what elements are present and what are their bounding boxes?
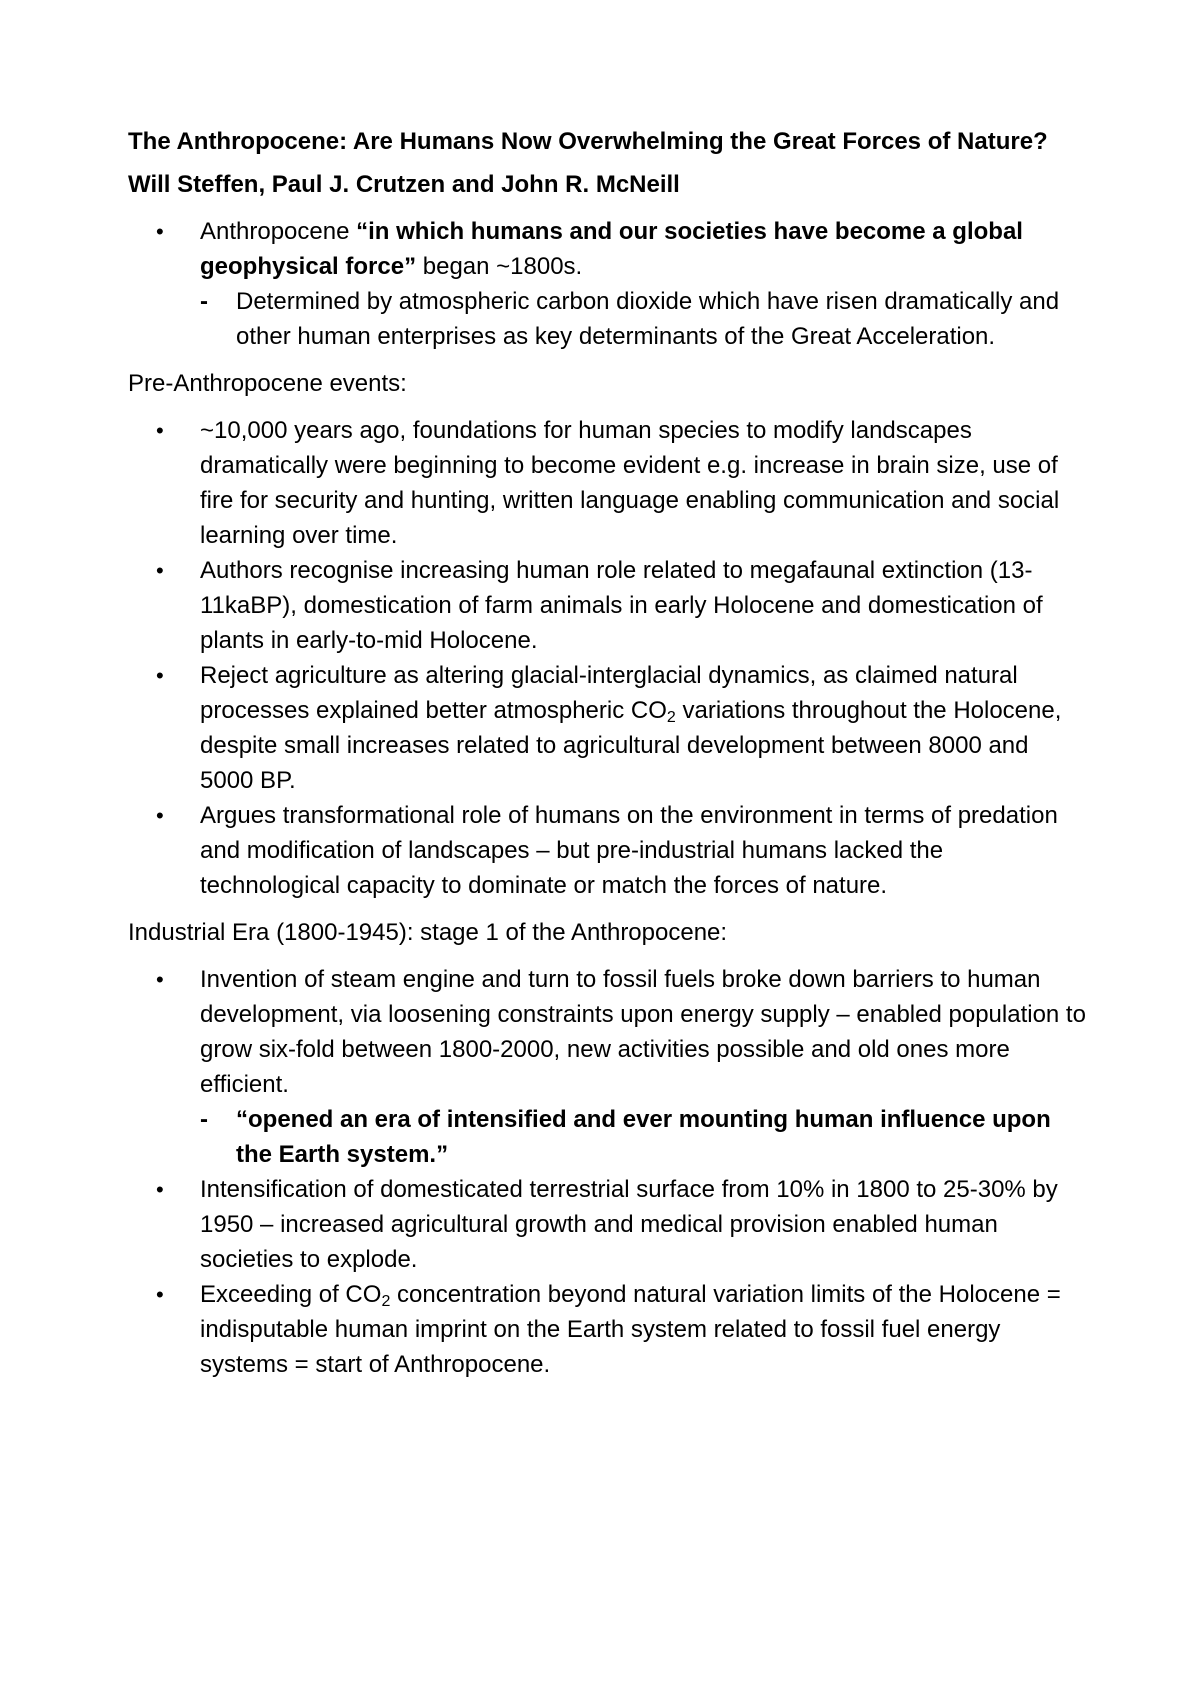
document-authors: Will Steffen, Paul J. Crutzen and John R. McNeill <box>128 171 680 198</box>
document-title: The Anthropocene: Are Humans Now Overwhelming the Great Forces of Nature? <box>128 128 1048 155</box>
bullet-icon: • <box>156 418 164 443</box>
list-item <box>128 553 1088 658</box>
dash-icon: - <box>200 288 208 315</box>
intro-bullet-pre: Anthropocene <box>200 218 357 245</box>
pre-bullet-text: ~10,000 years ago, foundations for human species to modify landscapes dramatically were beginning to become evident e.g. increase in brain size, use of fire for security and hunting, written language enabling communication and social learning over time. <box>200 417 1060 549</box>
section-heading-industrial-era: Industrial Era (1800-1945): stage 1 of the Anthropocene: <box>128 919 728 946</box>
industrial-bullet-text-pre: Exceeding of CO <box>200 1281 382 1308</box>
bullet-icon: • <box>156 219 164 244</box>
pre-anthropocene-list <box>128 413 1088 903</box>
bullet-icon: • <box>156 558 164 583</box>
bullet-icon: • <box>156 663 164 688</box>
industrial-bullet-text-post: concentration beyond natural variation limits of the Holocene = indisputable human imprint on the Earth system related to fossil fuel energy systems = start of Anthropocene. <box>200 1281 1061 1378</box>
pre-bullet-text-pre: Reject agriculture as altering glacial-interglacial dynamics, as claimed natural processes explained better atmospheric CO <box>200 662 1018 724</box>
bullet-icon: • <box>156 803 164 828</box>
industrial-sub-list <box>200 1102 1088 1172</box>
pre-bullet-text: Authors recognise increasing human role related to megafaunal extinction (13-11kaBP), domestication of farm animals in early Holocene and domestication of plants in early-to-mid Holocene. <box>200 557 1043 654</box>
bullet-icon: • <box>156 1177 164 1202</box>
subscript: 2 <box>666 709 676 726</box>
intro-bullet-quote: “in which humans and our societies have become a global geophysical force” <box>200 218 1023 280</box>
document-page <box>128 124 1088 1382</box>
industrial-list <box>128 962 1088 1382</box>
intro-sub-text: Determined by atmospheric carbon dioxide which have risen dramatically and other human enterprises as key determinants of the Great Acceleration. <box>236 288 1060 350</box>
industrial-sub-quote: “opened an era of intensified and ever mounting human influence upon the Earth system.” <box>236 1106 1051 1168</box>
sub-list-item <box>200 1102 1088 1172</box>
list-item <box>128 214 1088 354</box>
list-item <box>128 962 1088 1172</box>
pre-bullet-text-post: variations throughout the Holocene, despite small increases related to agricultural development between 8000 and 5000 BP. <box>200 697 1062 794</box>
bullet-icon: • <box>156 1282 164 1307</box>
intro-sub-list <box>200 284 1088 354</box>
section-heading-pre-anthropocene: Pre-Anthropocene events: <box>128 370 407 397</box>
dash-icon: - <box>200 1106 208 1133</box>
list-item <box>128 1277 1088 1382</box>
list-item <box>128 798 1088 903</box>
industrial-bullet-text: Invention of steam engine and turn to fossil fuels broke down barriers to human development, via loosening constraints upon energy supply – enabled population to grow six-fold between 1800-2000, new activities possible and old ones more efficient. <box>200 966 1086 1098</box>
pre-bullet-text: Argues transformational role of humans on the environment in terms of predation and modification of landscapes – but pre-industrial humans lacked the technological capacity to dominate or match the forces of nature. <box>200 802 1058 899</box>
industrial-bullet-text: Intensification of domesticated terrestrial surface from 10% in 1800 to 25-30% by 1950 – increased agricultural growth and medical provision enabled human societies to explode. <box>200 1176 1058 1273</box>
list-item <box>128 658 1088 798</box>
intro-bullet-post: began ~1800s. <box>416 253 583 280</box>
list-item <box>128 413 1088 553</box>
list-item <box>128 1172 1088 1277</box>
subscript: 2 <box>381 1293 391 1310</box>
sub-list-item <box>200 284 1088 354</box>
bullet-icon: • <box>156 967 164 992</box>
intro-list <box>128 214 1088 354</box>
